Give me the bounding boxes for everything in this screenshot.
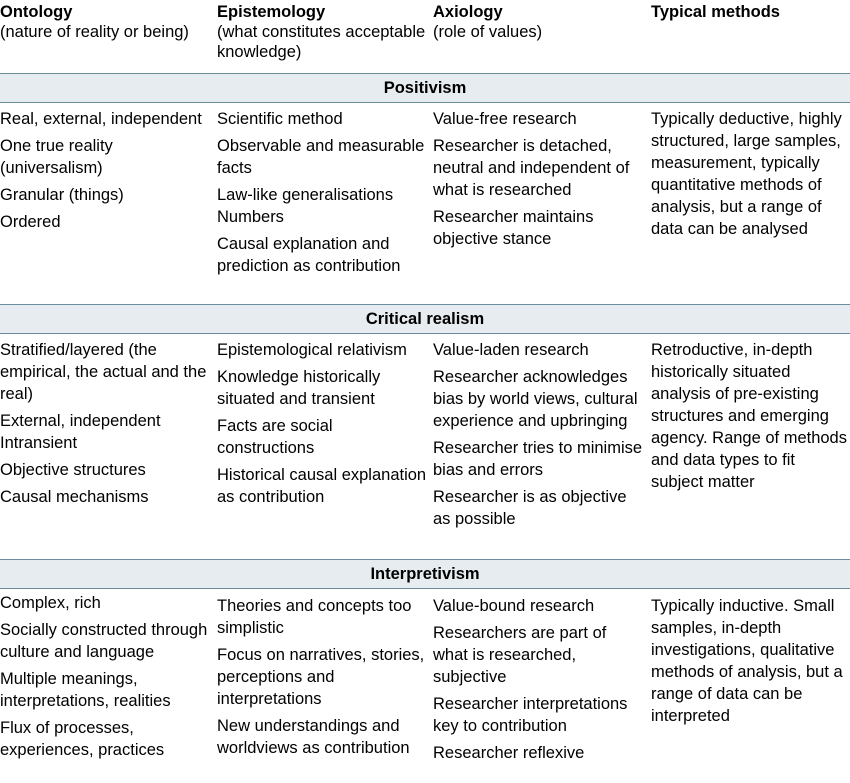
list-item: One true reality (universalism) (0, 137, 113, 177)
list-item: Objective structures (0, 461, 146, 479)
methods-cell (651, 339, 850, 493)
section-band-critical-realism (0, 305, 850, 333)
epistemology-cell (217, 339, 427, 508)
list-item: Researcher interpretations key to contribution (433, 695, 628, 735)
list-item: Stratified/layered (the empirical, the actual and the real) (0, 341, 207, 403)
list-item: Causal mechanisms (0, 488, 149, 506)
ontology-cell (0, 592, 210, 761)
list-item: Observable and measurable facts (217, 137, 425, 177)
table-header (0, 0, 850, 73)
list-item: Multiple meanings, interpretations, realities (0, 670, 171, 710)
section-band-interpretivism (0, 560, 850, 588)
list-item: New understandings and worldviews as contribution (217, 717, 410, 757)
list-item: Numbers (217, 208, 284, 226)
list-item: Value-laden research (433, 341, 589, 359)
list-item: Flux of processes, experiences, practices (0, 719, 165, 759)
header-epistemology (217, 2, 427, 62)
divider (0, 102, 850, 103)
section-title: Critical realism (365, 310, 485, 328)
list-item: Real, external, independent (0, 110, 202, 128)
list-item: Law-like generalisations (217, 186, 394, 204)
list-item: Researcher maintains objective stance (433, 208, 594, 248)
header-title: Typical methods (651, 3, 780, 21)
list-item: Epistemological relativism (217, 341, 407, 359)
section-title: Positivism (383, 79, 467, 97)
list-item: External, independent (0, 412, 161, 430)
list-item: Researchers are part of what is researched, subjective (433, 624, 607, 686)
header-title: Ontology (0, 3, 73, 21)
list-item: Complex, rich (0, 594, 101, 612)
methods-cell (651, 108, 850, 240)
header-title: Epistemology (217, 3, 326, 21)
methods-text: Retroductive, in-depth historically situated analysis of pre-existing structures and emerging agency. Range of methods and data types to fit subject matter (651, 341, 847, 491)
epistemology-cell (217, 595, 427, 759)
list-item: Granular (things) (0, 186, 124, 204)
list-item: Facts are social constructions (217, 417, 333, 457)
list-item: Historical causal explanation as contribution (217, 466, 427, 506)
section-title: Interpretivism (370, 565, 480, 583)
axiology-cell (433, 339, 643, 530)
list-item: Researcher tries to minimise bias and errors (433, 439, 643, 479)
section-band-positivism (0, 74, 850, 102)
header-ontology (0, 2, 210, 42)
list-item: Theories and concepts too simplistic (217, 597, 412, 637)
list-item: Knowledge historically situated and transient (217, 368, 381, 408)
methods-text: Typically deductive, highly structured, large samples, measurement, typically quantitative methods of analysis, but a range of data can be analysed (651, 110, 842, 238)
header-subtitle: (nature of reality or being) (0, 23, 189, 41)
ontology-cell (0, 108, 210, 233)
header-subtitle: (role of values) (433, 23, 543, 41)
methods-text: Typically inductive. Small samples, in-depth investigations, qualitative methods of analysis, but a range of data can be interpreted (651, 597, 843, 725)
header-subtitle: (what constitutes acceptable knowledge) (217, 23, 426, 61)
list-item: Value-bound research (433, 597, 595, 615)
list-item: Researcher is as objective as possible (433, 488, 627, 528)
axiology-cell (433, 595, 643, 764)
list-item: Researcher reflexive (433, 744, 585, 762)
list-item: Intransient (0, 434, 78, 452)
list-item: Causal explanation and prediction as contribution (217, 235, 401, 275)
list-item: Researcher acknowledges bias by world views, cultural experience and upbringing (433, 368, 638, 430)
list-item: Ordered (0, 213, 61, 231)
header-methods (651, 2, 850, 22)
divider (0, 333, 850, 334)
list-item: Scientific method (217, 110, 343, 128)
ontology-cell (0, 339, 210, 508)
axiology-cell (433, 108, 643, 250)
methods-cell (651, 595, 850, 727)
list-item: Researcher is detached, neutral and independent of what is researched (433, 137, 630, 199)
epistemology-cell (217, 108, 427, 277)
header-axiology (433, 2, 643, 42)
divider (0, 588, 850, 589)
header-title: Axiology (433, 3, 503, 21)
list-item: Value-free research (433, 110, 577, 128)
list-item: Focus on narratives, stories, perceptions and interpretations (217, 646, 425, 708)
list-item: Socially constructed through culture and language (0, 621, 208, 661)
